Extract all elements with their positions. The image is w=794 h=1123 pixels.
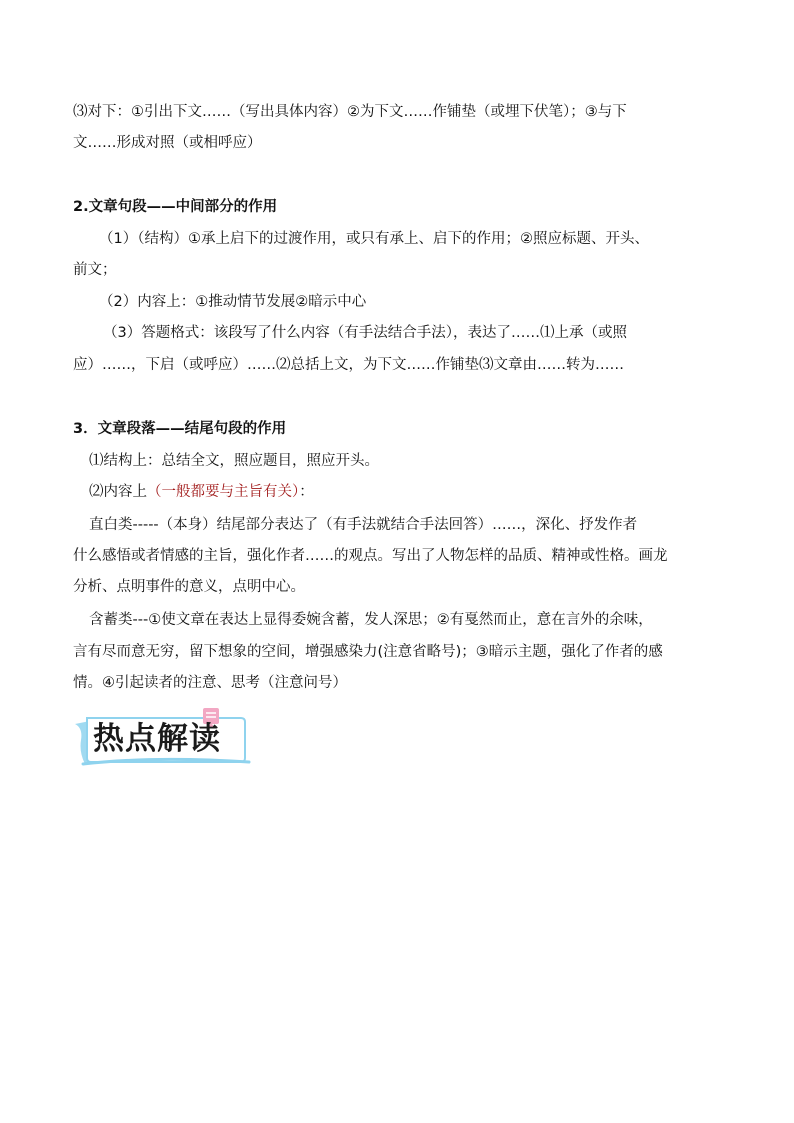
section3-p1: ⑴结构上：总结全文，照应题目，照应开头。: [89, 453, 379, 469]
section3-p3-line1: 直白类-----（本身）结尾部分表达了（有手法就结合手法回答）……，深化、抒发作者: [89, 517, 638, 533]
section3-p2: [89, 482, 314, 502]
section2-p1-line2: 前文；: [73, 262, 117, 278]
section3-p4-line2: 言有尽而意无穷，留下想象的空间，增强感染力(注意省略号)；③暗示主题，强化了作者的感: [73, 644, 663, 660]
section2-p3-line2: 应）……，下启（或呼应）……⑵总括上文，为下文……作铺垫⑶文章由……转为……: [73, 357, 624, 373]
section3-p2-highlight: （一般都要与主旨有关）: [147, 484, 300, 500]
section3-p3-line2: 什么感悟或者情感的主旨，强化作者……的观点。写出了人物怎样的品质、精神或性格。画龙: [73, 548, 668, 564]
section3-p2-suffix: ：: [299, 484, 314, 500]
section2-heading: 2.文章句段——中间部分的作用: [73, 199, 278, 215]
banner-title: 热点解读: [93, 721, 221, 757]
section2-p1-line1: （1）（结构）①承上启下的过渡作用，或只有承上、启下的作用；②照应标题、开头、: [99, 231, 649, 247]
section2-p3-line1: （3）答题格式：该段写了什么内容（有手法结合手法），表达了……⑴上承（或照: [103, 325, 627, 341]
section2-p2: （2）内容上：①推动情节发展②暗示中心: [99, 294, 367, 310]
section1-line1: ⑶对下：①引出下文……（写出具体内容）②为下文……作铺垫（或埋下伏笔）；③与下: [73, 104, 627, 120]
section3-heading: 3．文章段落——结尾句段的作用: [73, 421, 287, 437]
section3-p2-prefix: ⑵内容上: [89, 484, 147, 500]
section1-line2: 文……形成对照（或相呼应）: [73, 135, 262, 151]
section3-p4-line1: 含蓄类---①使文章在表达上显得委婉含蓄，发人深思；②有戛然而止，意在言外的余味，: [89, 612, 653, 628]
section3-p3-line3: 分析、点明事件的意义，点明中心。: [73, 579, 305, 595]
section3-p4-line3: 情。④引起读者的注意、思考（注意问号）: [73, 675, 347, 691]
hot-topic-banner: [73, 706, 251, 768]
